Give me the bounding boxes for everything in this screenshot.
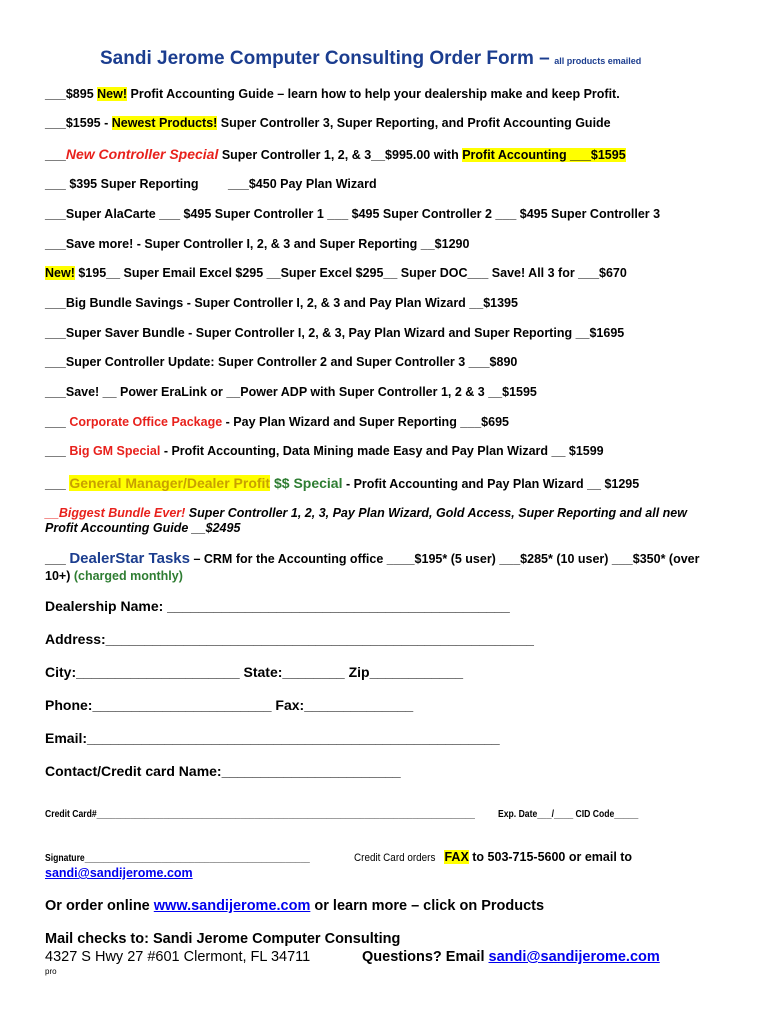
footer-code: pro — [45, 967, 57, 976]
product-line-8: ___Big Bundle Savings - Super Controller I, 2, & 3 and Pay Plan Wizard __$1395 — [45, 296, 518, 310]
dealership-name-field[interactable]: Dealership Name: ____________________________________________ — [45, 598, 510, 614]
product-line-13: ___ Big GM Special - Profit Accounting, Data Mining made Easy and Pay Plan Wizard __ $1599 — [45, 444, 604, 458]
website-link[interactable]: www.sandijerome.com — [153, 898, 311, 914]
product-line-2: ___$1595 - Newest Products! Super Controller 3, Super Reporting, and Profit Accounting Guide — [45, 116, 611, 130]
product-line-6: ___Save more! - Super Controller I, 2, & 3 and Super Reporting __$1290 — [45, 237, 470, 251]
corporate-office-package: Corporate Office Package — [69, 415, 223, 429]
city-state-zip-field[interactable]: City:_____________________ State:________ Zip____________ — [45, 664, 464, 680]
product-line-9: ___Super Saver Bundle - Super Controller I, 2, & 3, Pay Plan Wizard and Super Reporting __$1695 — [45, 326, 625, 340]
fax-number: to 503-715-5600 or email to — [468, 850, 633, 864]
gm-dealer-profit-special: General Manager/Dealer Profit — [69, 475, 271, 491]
fax-label: FAX — [444, 850, 469, 864]
product-line-10: ___Super Controller Update: Super Controller 2 and Super Controller 3 ___$890 — [45, 355, 518, 369]
big-gm-special: Big GM Special — [69, 444, 161, 458]
questions-line: Questions? Email sandi@sandijerome.com — [362, 949, 660, 965]
email-field[interactable]: Email:_____________________________________________________ — [45, 730, 500, 746]
product-line-3: ___New Controller Special Super Controller 1, 2, & 3__$995.00 with Profit Accounting ___$1595 — [45, 146, 626, 162]
dealerstar-tasks: DealerStar Tasks — [69, 550, 190, 567]
charged-monthly: (charged monthly) — [73, 569, 183, 583]
cc-orders-label: Credit Card orders — [354, 852, 436, 864]
email-link[interactable]: sandi@sandijerome.com — [45, 866, 193, 880]
product-line-15: __Biggest Bundle Ever! Super Controller 1, 2, 3, Pay Plan Wizard, Gold Access, Super Reporting and all new — [45, 506, 687, 520]
order-online-line: Or order online www.sandijerome.com or learn more – click on Products — [45, 898, 545, 914]
address-field[interactable]: Address:_______________________________________________________ — [45, 631, 534, 647]
mail-checks-label: Mail checks to: Sandi Jerome Computer Consulting — [45, 931, 401, 947]
product-line-5: ___Super AlaCarte ___ $495 Super Controller 1 ___ $495 Super Controller 2 ___ $495 Super Controller 3 — [45, 207, 661, 221]
new-badge: New! — [97, 87, 128, 101]
form-title-note: all products emailed — [554, 56, 642, 66]
new-controller-special: New Controller Special — [65, 146, 219, 162]
form-title-main: Sandi Jerome Computer Consulting Order Form – — [100, 48, 550, 69]
product-line-15b: Profit Accounting Guide __$2495 — [45, 521, 241, 535]
product-line-4: ___ $395 Super Reporting — [45, 177, 199, 191]
questions-email-link[interactable]: sandi@sandijerome.com — [488, 949, 660, 965]
product-line-7: New! $195__ Super Email Excel $295 __Super Excel $295__ Super DOC___ Save! All 3 for ___$670 — [45, 266, 627, 280]
profit-accounting-badge: Profit Accounting ___$1595 — [462, 148, 626, 162]
phone-fax-field[interactable]: Phone:_______________________ Fax:______________ — [45, 697, 414, 713]
new-badge-2: New! — [45, 266, 75, 280]
dollar-special: $$ Special — [270, 475, 343, 491]
product-line-1: ___$895 New! Profit Accounting Guide – learn how to help your dealership make and keep Profit. — [45, 87, 620, 101]
exp-cid-field[interactable]: Exp. Date___/____ CID Code_____ — [498, 808, 639, 820]
product-line-12: ___ Corporate Office Package - Pay Plan Wizard and Super Reporting ___$695 — [45, 415, 509, 429]
biggest-bundle: __Biggest Bundle Ever! — [45, 506, 186, 520]
product-line-14: ___ General Manager/Dealer Profit $$ Special - Profit Accounting and Pay Plan Wizard __ $1295 — [45, 475, 640, 491]
contact-credit-card-name-field[interactable]: Contact/Credit card Name:_______________________ — [45, 763, 401, 779]
form-title — [100, 48, 641, 70]
product-line-11: ___Save! __ Power EraLink or __Power ADP with Super Controller 1, 2 & 3 __$1595 — [45, 385, 537, 399]
product-line-16: ___ DealerStar Tasks – CRM for the Accounting office ____$195* (5 user) ___$285* (10 user) ___$350* (over — [45, 550, 700, 567]
credit-card-number-field[interactable]: Credit Card#_______________________________________________________________________________ — [45, 808, 475, 820]
credit-card-orders — [354, 850, 632, 864]
product-line-4b: ___$450 Pay Plan Wizard — [228, 177, 377, 191]
newest-badge: Newest Products! — [111, 116, 218, 130]
mailing-address: 4327 S Hwy 27 #601 Clermont, FL 34711 — [45, 949, 311, 965]
product-line-16b: 10+) (charged monthly) — [45, 569, 183, 583]
signature-field[interactable]: Signature_______________________________________________ — [45, 852, 310, 864]
